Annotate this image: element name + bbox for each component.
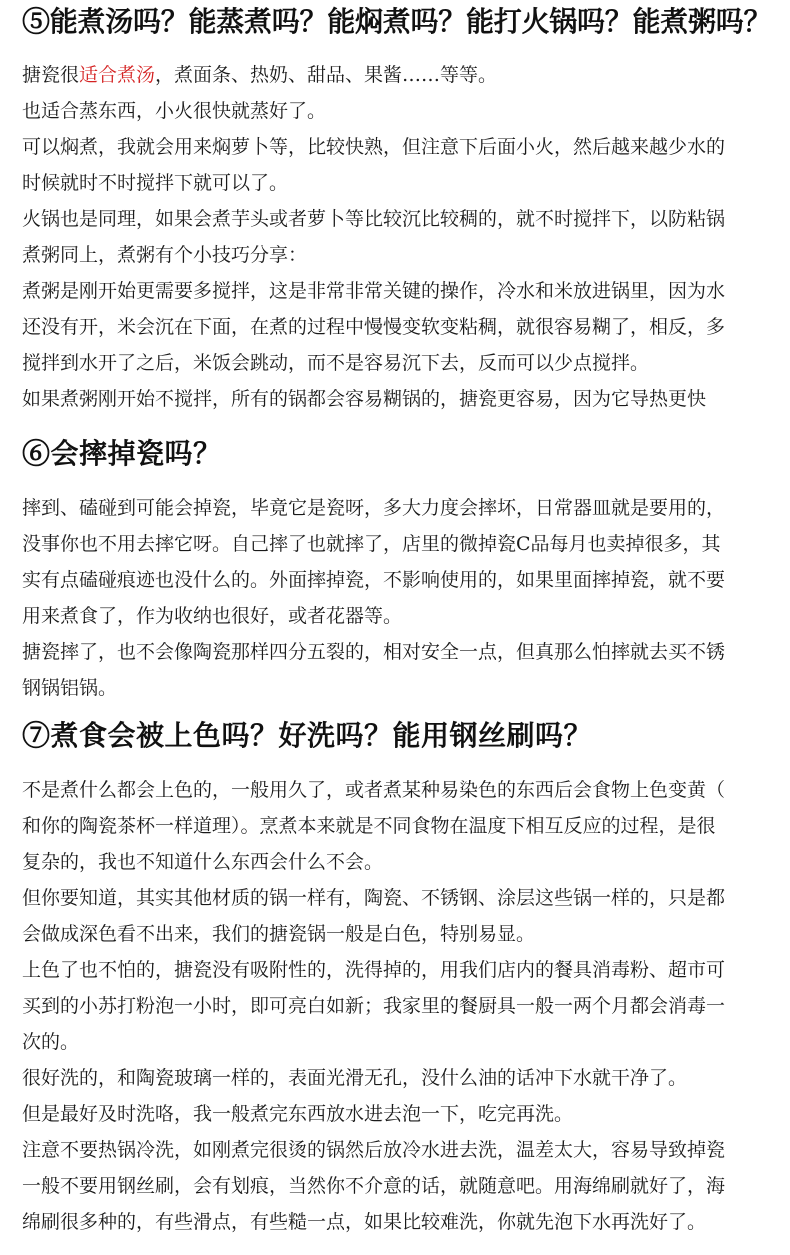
paragraph-line: 上色了也不怕的，搪瓷没有吸附性的，洗得掉的，用我们店内的餐具消毒粉、超市可 <box>22 959 726 981</box>
section-7-heading: ⑦煮食会被上色吗？好洗吗？能用钢丝刷吗？ <box>22 719 593 752</box>
paragraph-line: 用来煮食了，作为收纳也很好，或者花器等。 <box>22 605 403 627</box>
paragraph-line: 一般不要用钢丝刷，会有划痕，当然你不介意的话，就随意吧。用海绵刷就好了，海 <box>22 1175 726 1197</box>
paragraph-line: 买到的小苏打粉泡一小时，即可亮白如新；我家里的餐厨具一般一两个月都会消毒一 <box>22 995 726 1017</box>
section-5-heading: ⑤能煮汤吗？能蒸煮吗？能焖煮吗？能打火锅吗？能煮粥吗？ <box>22 5 772 38</box>
paragraph-line: 注意不要热锅冷洗，如刚煮完很烫的锅然后放冷水进去洗，温差太大，容易导致掉瓷 <box>22 1139 726 1161</box>
paragraph-line: 时候就时不时搅拌下就可以了。 <box>22 172 289 194</box>
paragraph-line: 绵刷很多种的，有些滑点，有些糙一点，如果比较难洗，你就先泡下水再洗好了。 <box>22 1211 707 1233</box>
paragraph-line: 钢锅铝锅。 <box>22 677 118 699</box>
paragraph-line: 摔到、磕碰到可能会掉瓷，毕竟它是瓷呀，多大力度会摔坏，日常器皿就是要用的， <box>22 497 726 519</box>
paragraph-line: 复杂的，我也不知道什么东西会什么不会。 <box>22 851 384 873</box>
paragraph-line: 如果煮粥刚开始不搅拌，所有的锅都会容易糊锅的，搪瓷更容易，因为它导热更快 <box>22 388 707 410</box>
paragraph-line: 搅拌到水开了之后，米饭会跳动，而不是容易沉下去，反而可以少点搅拌。 <box>22 352 650 374</box>
paragraph-line: 会做成深色看不出来，我们的搪瓷锅一般是白色，特别易显。 <box>22 923 536 945</box>
section-6-heading: ⑥会摔掉瓷吗？ <box>22 437 222 470</box>
line-text: 搪瓷很 <box>22 64 80 86</box>
paragraph-line: 可以焖煮，我就会用来焖萝卜等，比较快熟，但注意下后面小火，然后越来越少水的 <box>22 136 726 158</box>
paragraph-line: 不是煮什么都会上色的，一般用久了，或者煮某种易染色的东西后会食物上色变黄（ <box>22 779 726 801</box>
paragraph-line <box>22 63 497 87</box>
highlight-text: 适合煮汤 <box>79 64 156 86</box>
paragraph-line: 也适合蒸东西，小火很快就蒸好了。 <box>22 100 327 122</box>
line-text: ，煮面条、热奶、甜品、果酱……等等。 <box>155 64 498 86</box>
paragraph-line: 但是最好及时洗咯，我一般煮完东西放水进去泡一下，吃完再洗。 <box>22 1103 574 1125</box>
paragraph-line: 很好洗的，和陶瓷玻璃一样的，表面光滑无孔，没什么油的话冲下水就干净了。 <box>22 1067 688 1089</box>
paragraph-line: 搪瓷摔了，也不会像陶瓷那样四分五裂的，相对安全一点，但真那么怕摔就去买不锈 <box>22 641 726 663</box>
paragraph-line: 次的。 <box>22 1031 80 1053</box>
paragraph-line: 和你的陶瓷茶杯一样道理）。烹煮本来就是不同食物在温度下相互反应的过程，是很 <box>22 815 716 837</box>
paragraph-line: 煮粥同上，煮粥有个小技巧分享： <box>22 244 308 266</box>
paragraph-line: 火锅也是同理，如果会煮芋头或者萝卜等比较沉比较稠的，就不时搅拌下，以防粘锅 <box>22 208 726 230</box>
paragraph-line: 还没有开，米会沉在下面，在煮的过程中慢慢变软变粘稠，就很容易糊了，相反，多 <box>22 316 726 338</box>
paragraph-line: 但你要知道，其实其他材质的锅一样有，陶瓷、不锈钢、涂层这些锅一样的，只是都 <box>22 887 726 909</box>
paragraph-line: 没事你也不用去摔它呀。自己摔了也就摔了，店里的微掉瓷C品每月也卖掉很多，其 <box>22 533 721 555</box>
paragraph-line: 实有点磕碰痕迹也没什么的。外面摔掉瓷，不影响使用的，如果里面摔掉瓷，就不要 <box>22 569 726 591</box>
paragraph-line: 煮粥是刚开始更需要多搅拌，这是非常非常关键的操作，冷水和米放进锅里，因为水 <box>22 280 726 302</box>
